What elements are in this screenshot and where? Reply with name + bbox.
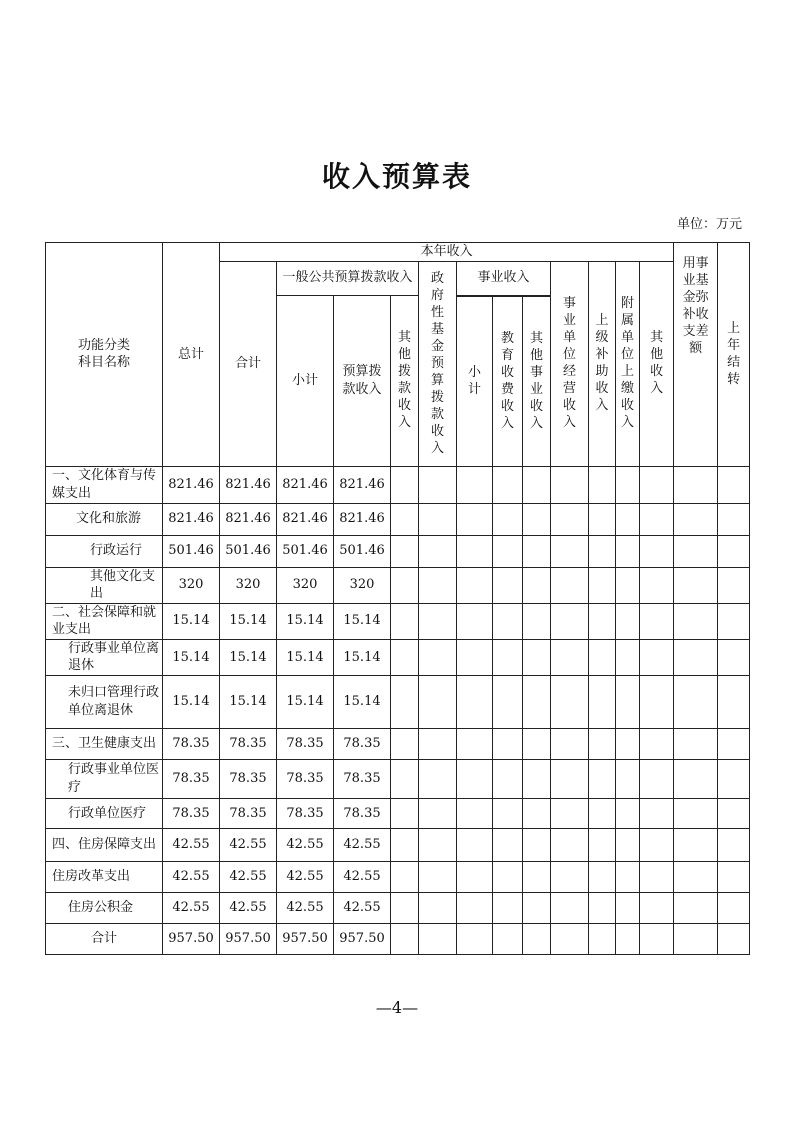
empty-cell [616, 728, 640, 759]
row-value: 15.14 [277, 675, 334, 728]
empty-cell [523, 828, 551, 861]
empty-cell [674, 728, 718, 759]
empty-cell [391, 759, 419, 798]
header-total: 总计 [163, 243, 220, 467]
row-value: 42.55 [277, 828, 334, 861]
header-career-income: 事业收入 [457, 261, 551, 295]
empty-cell [674, 892, 718, 923]
row-category: 四、住房保障支出 [46, 828, 163, 861]
header-gov-fund [419, 261, 457, 466]
unit-label: 单位：万元 [676, 217, 742, 232]
empty-cell [523, 639, 551, 675]
empty-cell [493, 798, 523, 828]
row-value: 78.35 [163, 759, 220, 798]
row-value: 15.14 [163, 603, 220, 639]
empty-cell [523, 892, 551, 923]
empty-cell [523, 503, 551, 535]
empty-cell [589, 861, 616, 892]
row-value: 78.35 [163, 798, 220, 828]
empty-cell [523, 798, 551, 828]
empty-cell [640, 828, 674, 861]
empty-cell [718, 861, 750, 892]
row-value: 15.14 [220, 675, 277, 728]
empty-cell [551, 828, 589, 861]
row-value: 42.55 [220, 828, 277, 861]
empty-cell [616, 675, 640, 728]
empty-cell [616, 466, 640, 503]
row-category: 行政事业单位离退休 [46, 639, 163, 675]
empty-cell [589, 892, 616, 923]
row-category: 其他文化支出 [46, 567, 163, 603]
empty-cell [457, 535, 493, 567]
empty-cell [589, 759, 616, 798]
header-ci-subtotal [457, 296, 493, 466]
row-value: 15.14 [277, 603, 334, 639]
row-value: 78.35 [163, 728, 220, 759]
table-row [46, 798, 750, 828]
empty-cell [523, 535, 551, 567]
empty-cell [391, 892, 419, 923]
row-category: 合计 [46, 923, 163, 954]
row-value: 42.55 [220, 861, 277, 892]
empty-cell [457, 503, 493, 535]
empty-cell [391, 798, 419, 828]
row-value: 15.14 [334, 603, 391, 639]
empty-cell [523, 861, 551, 892]
empty-cell [419, 892, 457, 923]
row-value: 501.46 [220, 535, 277, 567]
empty-cell [640, 567, 674, 603]
empty-cell [419, 798, 457, 828]
empty-cell [551, 892, 589, 923]
empty-cell [640, 503, 674, 535]
empty-cell [718, 759, 750, 798]
empty-cell [493, 567, 523, 603]
empty-cell [640, 861, 674, 892]
empty-cell [551, 503, 589, 535]
row-value: 320 [334, 567, 391, 603]
empty-cell [457, 466, 493, 503]
empty-cell [493, 503, 523, 535]
empty-cell [419, 728, 457, 759]
header-affiliated [616, 261, 640, 466]
row-category: 文化和旅游 [46, 503, 163, 535]
row-value: 821.46 [277, 503, 334, 535]
empty-cell [391, 603, 419, 639]
empty-cell [523, 728, 551, 759]
empty-cell [493, 535, 523, 567]
empty-cell [589, 503, 616, 535]
empty-cell [640, 466, 674, 503]
empty-cell [391, 675, 419, 728]
empty-cell [718, 675, 750, 728]
empty-cell [493, 675, 523, 728]
row-value: 42.55 [163, 861, 220, 892]
empty-cell [523, 466, 551, 503]
empty-cell [551, 728, 589, 759]
row-value: 957.50 [163, 923, 220, 954]
table-row [46, 603, 750, 639]
empty-cell [674, 466, 718, 503]
row-value: 78.35 [334, 759, 391, 798]
empty-cell [493, 861, 523, 892]
empty-cell [718, 503, 750, 535]
row-value: 957.50 [220, 923, 277, 954]
empty-cell [551, 535, 589, 567]
empty-cell [493, 892, 523, 923]
row-category: 行政事业单位医疗 [46, 759, 163, 798]
row-value: 821.46 [277, 466, 334, 503]
row-value: 15.14 [277, 639, 334, 675]
empty-cell [589, 567, 616, 603]
empty-cell [493, 828, 523, 861]
empty-cell [457, 675, 493, 728]
row-value: 821.46 [220, 466, 277, 503]
row-value: 78.35 [220, 759, 277, 798]
table-row [46, 828, 750, 861]
header-superior-subsidy [589, 261, 616, 466]
row-value: 78.35 [334, 798, 391, 828]
row-value: 320 [163, 567, 220, 603]
table-row [46, 639, 750, 675]
empty-cell [551, 639, 589, 675]
row-category: 住房改革支出 [46, 861, 163, 892]
empty-cell [616, 535, 640, 567]
empty-cell [551, 466, 589, 503]
table-row [46, 923, 750, 954]
empty-cell [674, 639, 718, 675]
header-ci-other-text: 其他事业收入 [529, 330, 543, 431]
empty-cell [589, 828, 616, 861]
empty-cell [493, 466, 523, 503]
header-gb-other-text: 其他拨款收入 [397, 330, 411, 431]
empty-cell [391, 923, 419, 954]
header-gb-budget-text: 预算拨款收入 [342, 364, 382, 397]
empty-cell [674, 603, 718, 639]
table-row [46, 466, 750, 503]
row-value: 78.35 [277, 798, 334, 828]
empty-cell [640, 759, 674, 798]
row-category: 未归口管理行政单位离退休 [46, 675, 163, 728]
empty-cell [616, 798, 640, 828]
empty-cell [493, 759, 523, 798]
row-value: 501.46 [163, 535, 220, 567]
empty-cell [589, 728, 616, 759]
empty-cell [674, 798, 718, 828]
row-value: 320 [277, 567, 334, 603]
empty-cell [457, 828, 493, 861]
empty-cell [674, 503, 718, 535]
empty-cell [457, 798, 493, 828]
header-ci-edu-text: 教育收费收入 [500, 330, 514, 431]
empty-cell [419, 828, 457, 861]
row-value: 15.14 [334, 675, 391, 728]
empty-cell [616, 828, 640, 861]
empty-cell [391, 861, 419, 892]
row-value: 957.50 [334, 923, 391, 954]
table-row [46, 675, 750, 728]
page-number: —4— [375, 998, 419, 1017]
empty-cell [493, 603, 523, 639]
empty-cell [616, 639, 640, 675]
row-value: 501.46 [277, 535, 334, 567]
empty-cell [616, 923, 640, 954]
header-ci-edu [493, 296, 523, 466]
empty-cell [419, 675, 457, 728]
empty-cell [589, 535, 616, 567]
row-value: 42.55 [163, 892, 220, 923]
header-fund-offset-text: 用事业基金弥补收支差额 [682, 256, 709, 356]
row-category: 住房公积金 [46, 892, 163, 923]
empty-cell [457, 603, 493, 639]
empty-cell [640, 675, 674, 728]
table-row [46, 892, 750, 923]
row-value: 78.35 [220, 798, 277, 828]
row-value: 821.46 [334, 466, 391, 503]
empty-cell [419, 923, 457, 954]
row-value: 501.46 [334, 535, 391, 567]
empty-cell [718, 892, 750, 923]
income-budget-table [45, 242, 750, 955]
header-operating [551, 261, 589, 466]
empty-cell [523, 567, 551, 603]
row-value: 821.46 [220, 503, 277, 535]
header-operating-text: 事业单位经营收入 [562, 296, 576, 431]
empty-cell [616, 892, 640, 923]
empty-cell [391, 535, 419, 567]
row-value: 821.46 [163, 503, 220, 535]
header-superior-subsidy-text: 上级补助收入 [595, 313, 609, 414]
empty-cell [674, 567, 718, 603]
page-title: 收入预算表 [321, 160, 472, 193]
row-category: 一、文化体育与传媒支出 [46, 466, 163, 503]
table-row [46, 567, 750, 603]
empty-cell [551, 861, 589, 892]
empty-cell [616, 759, 640, 798]
header-other-income-text: 其他收入 [650, 330, 664, 397]
row-value: 78.35 [277, 759, 334, 798]
header-category: 功能分类 科目名称 [46, 243, 163, 467]
empty-cell [419, 503, 457, 535]
table-row [46, 503, 750, 535]
empty-cell [457, 892, 493, 923]
empty-cell [551, 798, 589, 828]
header-gb-subtotal: 小计 [277, 295, 334, 466]
header-ci-other [523, 296, 551, 466]
empty-cell [674, 923, 718, 954]
empty-cell [640, 639, 674, 675]
empty-cell [640, 728, 674, 759]
empty-cell [718, 535, 750, 567]
header-fund-offset [674, 243, 718, 467]
empty-cell [674, 535, 718, 567]
empty-cell [718, 603, 750, 639]
row-value: 78.35 [277, 728, 334, 759]
empty-cell [457, 567, 493, 603]
table-row [46, 535, 750, 567]
header-gb-other [391, 295, 419, 466]
empty-cell [640, 923, 674, 954]
empty-cell [419, 861, 457, 892]
header-gov-fund-text: 政府性基金预算拨款收入 [430, 270, 444, 456]
empty-cell [457, 728, 493, 759]
row-value: 42.55 [277, 892, 334, 923]
empty-cell [589, 675, 616, 728]
empty-cell [551, 603, 589, 639]
empty-cell [589, 466, 616, 503]
empty-cell [457, 861, 493, 892]
empty-cell [457, 923, 493, 954]
empty-cell [640, 535, 674, 567]
empty-cell [419, 759, 457, 798]
empty-cell [718, 923, 750, 954]
empty-cell [493, 923, 523, 954]
empty-cell [718, 728, 750, 759]
row-value: 42.55 [163, 828, 220, 861]
empty-cell [391, 466, 419, 503]
row-value: 320 [220, 567, 277, 603]
empty-cell [674, 861, 718, 892]
header-affiliated-text: 附属单位上缴收入 [620, 296, 634, 431]
empty-cell [551, 923, 589, 954]
table-row [46, 728, 750, 759]
row-value: 15.14 [163, 639, 220, 675]
header-subtotal-all: 合计 [220, 261, 277, 466]
row-value: 78.35 [334, 728, 391, 759]
empty-cell [493, 639, 523, 675]
empty-cell [674, 828, 718, 861]
row-value: 957.50 [277, 923, 334, 954]
empty-cell [640, 892, 674, 923]
header-ci-subtotal-text: 小计 [467, 364, 481, 397]
row-value: 15.14 [220, 603, 277, 639]
empty-cell [523, 759, 551, 798]
row-category: 三、卫生健康支出 [46, 728, 163, 759]
empty-cell [718, 798, 750, 828]
empty-cell [551, 759, 589, 798]
row-value: 15.14 [163, 675, 220, 728]
row-value: 15.14 [220, 639, 277, 675]
empty-cell [419, 466, 457, 503]
empty-cell [589, 923, 616, 954]
row-value: 42.55 [334, 861, 391, 892]
empty-cell [493, 728, 523, 759]
empty-cell [523, 603, 551, 639]
empty-cell [718, 828, 750, 861]
header-other-income [640, 261, 674, 466]
empty-cell [391, 503, 419, 535]
empty-cell [523, 675, 551, 728]
row-category: 行政单位医疗 [46, 798, 163, 828]
empty-cell [616, 603, 640, 639]
header-general-budget: 一般公共预算拨款收入 [277, 261, 419, 295]
empty-cell [640, 798, 674, 828]
empty-cell [391, 567, 419, 603]
empty-cell [419, 639, 457, 675]
empty-cell [718, 639, 750, 675]
empty-cell [391, 828, 419, 861]
row-value: 42.55 [220, 892, 277, 923]
empty-cell [640, 603, 674, 639]
row-value: 42.55 [277, 861, 334, 892]
empty-cell [457, 639, 493, 675]
empty-cell [391, 639, 419, 675]
row-value: 78.35 [220, 728, 277, 759]
empty-cell [718, 567, 750, 603]
empty-cell [551, 567, 589, 603]
empty-cell [419, 567, 457, 603]
empty-cell [391, 728, 419, 759]
empty-cell [589, 798, 616, 828]
table-row [46, 861, 750, 892]
empty-cell [551, 675, 589, 728]
row-value: 42.55 [334, 892, 391, 923]
empty-cell [674, 675, 718, 728]
empty-cell [589, 603, 616, 639]
table-row [46, 759, 750, 798]
empty-cell [616, 503, 640, 535]
row-value: 821.46 [334, 503, 391, 535]
header-carryover-text: 上年结转 [727, 321, 741, 387]
header-current-year: 本年收入 [220, 243, 674, 262]
empty-cell [718, 466, 750, 503]
header-gb-budget [334, 295, 391, 466]
empty-cell [616, 567, 640, 603]
row-value: 42.55 [334, 828, 391, 861]
empty-cell [523, 923, 551, 954]
empty-cell [616, 861, 640, 892]
header-carryover [718, 243, 750, 467]
row-value: 15.14 [334, 639, 391, 675]
row-category: 二、社会保障和就业支出 [46, 603, 163, 639]
empty-cell [589, 639, 616, 675]
empty-cell [674, 759, 718, 798]
row-category: 行政运行 [46, 535, 163, 567]
row-value: 821.46 [163, 466, 220, 503]
empty-cell [457, 759, 493, 798]
empty-cell [419, 603, 457, 639]
empty-cell [419, 535, 457, 567]
